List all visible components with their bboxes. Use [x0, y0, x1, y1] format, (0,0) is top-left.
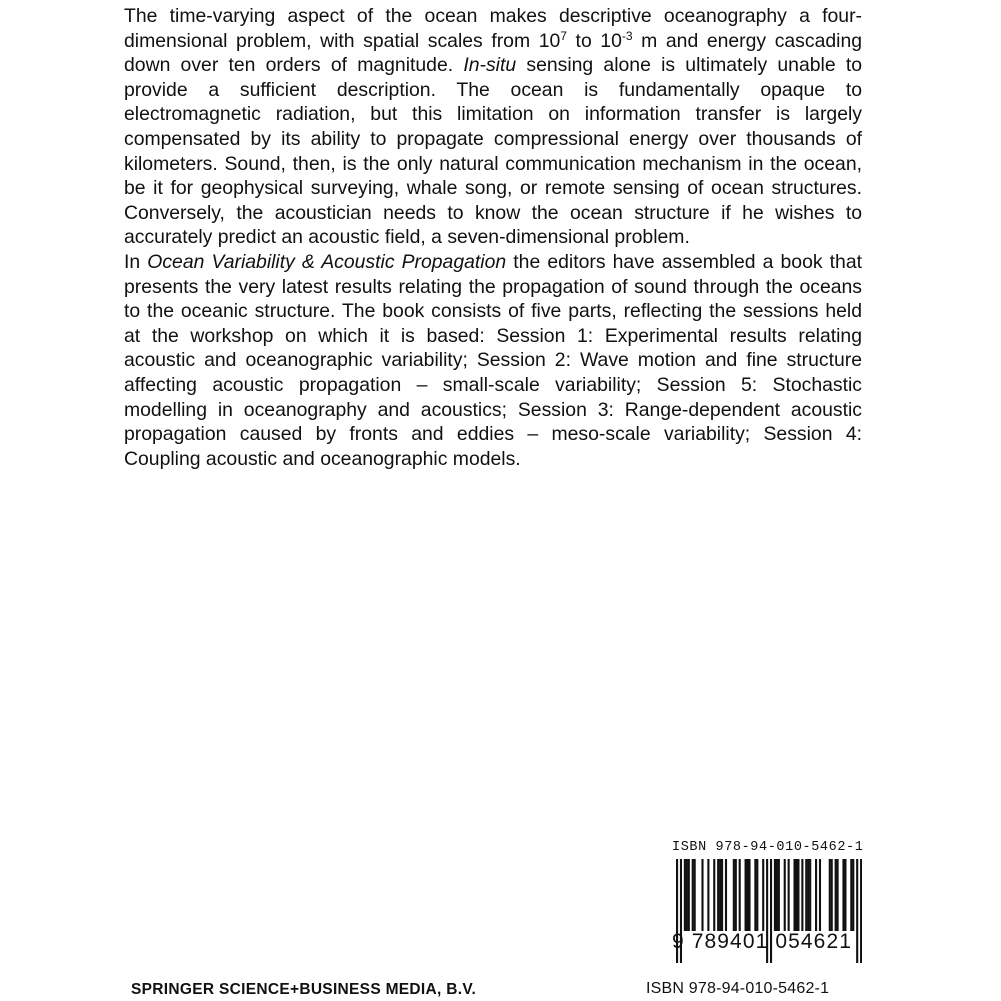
- barcode-bar: [835, 859, 837, 931]
- barcode-bar: [713, 859, 715, 931]
- barcode-bar: [805, 859, 807, 931]
- barcode-bar: [809, 859, 811, 931]
- barcode-bar: [784, 859, 786, 931]
- barcode-bar: [725, 859, 727, 931]
- blurb-text: The time-varying aspect of the ocean makes descriptive oceanography a four-dimensional problem, with spatial scales from 10: [124, 5, 862, 52]
- blurb-paragraph-1: [124, 4, 862, 250]
- barcode-bar: [739, 859, 741, 931]
- barcode-bar: [692, 859, 694, 931]
- back-cover-blurb: [124, 4, 862, 471]
- barcode-bar: [707, 859, 709, 931]
- blurb-text: In: [124, 250, 148, 273]
- barcode-bar: [788, 859, 790, 931]
- barcode-bar: [684, 859, 686, 931]
- barcode-bar: [829, 859, 831, 931]
- exponent: 7: [560, 28, 567, 43]
- barcode-bar: [774, 859, 776, 931]
- barcode-bar: [815, 859, 817, 931]
- barcode-bar: [756, 859, 758, 931]
- barcode-bar: [776, 859, 778, 931]
- barcode-bar: [852, 859, 854, 931]
- barcode-isbn-label: ISBN 978-94-010-5462-1: [672, 840, 864, 855]
- barcode-bar: [745, 859, 747, 931]
- barcode-bar: [801, 859, 803, 931]
- exponent: -3: [621, 28, 633, 43]
- barcode-bar: [701, 859, 703, 931]
- barcode-bar: [831, 859, 833, 931]
- barcode-bar: [842, 859, 844, 931]
- barcode-bar: [688, 859, 690, 931]
- barcode-bar: [735, 859, 737, 931]
- barcode-bar: [844, 859, 846, 931]
- barcode-bar: [719, 859, 721, 931]
- footer-isbn: ISBN 978-94-010-5462-1: [646, 980, 830, 997]
- barcode-bar: [748, 859, 750, 931]
- book-title: Ocean Variability & Acoustic Propagation: [147, 250, 507, 273]
- barcode-bar: [733, 859, 735, 931]
- blurb-text: sensing alone is ultimately unable to provide a sufficient description. The ocean is fundamentally opaque to electromagnetic radiation, but this limitation on information transfer is largely compensated by its ability to propagate compressional energy over thousands of kilometers. Sound, then, is the only natural communication mechanism in the ocean, be it for geophysical surveying, whale song, or remote sensing of ocean structures. Conversely, the acoustician needs to know the ocean structure if he wishes to accurately predict an acoustic field, a seven-dimensional problem.: [124, 54, 862, 249]
- barcode-bar: [717, 859, 719, 931]
- barcode-bar: [762, 859, 764, 931]
- barcode-bar: [746, 859, 748, 931]
- blurb-text: to 10: [566, 29, 622, 52]
- blurb-text: m and energy cascading down over ten orders of magnitude.: [124, 29, 863, 77]
- barcode-bar: [795, 859, 797, 931]
- barcode-bar: [778, 859, 780, 931]
- barcode-bar: [819, 859, 821, 931]
- barcode-bar: [793, 859, 795, 931]
- barcode-bar: [837, 859, 839, 931]
- blurb-paragraph-2: [124, 250, 862, 471]
- barcode-bar: [686, 859, 688, 931]
- blurb-emphasis: In-situ: [463, 54, 517, 77]
- barcode-bar: [754, 859, 756, 931]
- barcode-bar: [721, 859, 723, 931]
- barcode-bar: [694, 859, 696, 931]
- blurb-text: the editors have assembled a book that presents the very latest results relating the propagation of sound through the oceans to the oceanic structure. The book consists of five parts, reflecting the sessions held at the workshop on which it is based: Session 1: Experimental results relating acoustic and oceanographic variability; Session 2: Wave motion and fine structure affecting acoustic propagation – small-scale variability; Session 5: Stochastic modelling in oceanography and acoustics; Session 3: Range-dependent acoustic propagation caused by fronts and eddies – meso-scale variability; Session 4: Coupling acoustic and oceanographic models.: [124, 250, 862, 470]
- barcode-bar: [807, 859, 809, 931]
- barcode-bar: [850, 859, 852, 931]
- barcode-digits: 9 789401 054621: [672, 930, 852, 953]
- barcode-bar: [797, 859, 799, 931]
- publisher-name: SPRINGER SCIENCE+BUSINESS MEDIA, B.V.: [131, 981, 477, 998]
